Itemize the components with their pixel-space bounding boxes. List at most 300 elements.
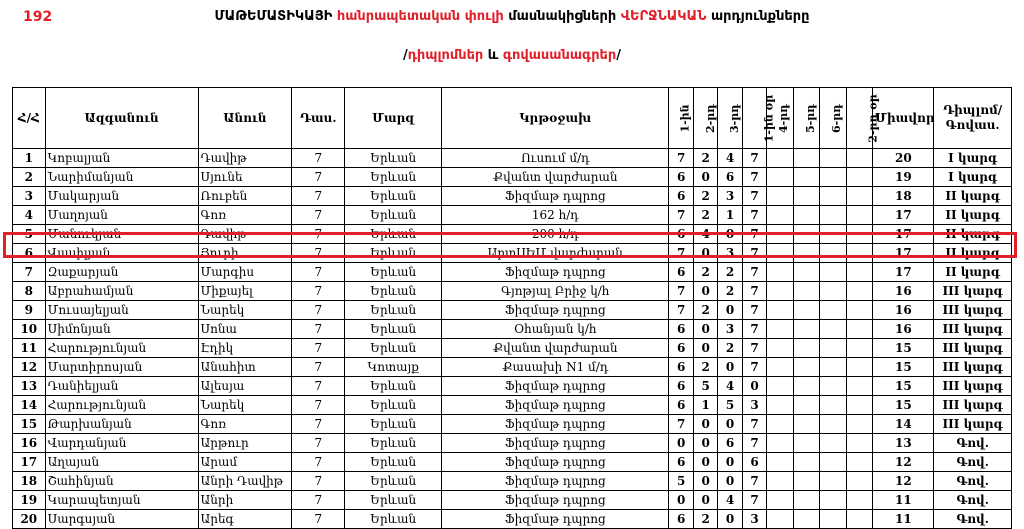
problem-6-score (820, 358, 847, 377)
row-number: 2 (13, 168, 46, 187)
problem-2-score: 5 (693, 377, 717, 396)
name-cell: Էդիկ (198, 339, 292, 358)
points-cell: 12 (873, 472, 934, 491)
day-2-score (846, 301, 873, 320)
surname-cell: Կարապետյան (45, 491, 198, 510)
school-cell: Ֆիզմաթ դպրոց (442, 472, 669, 491)
day-2-score (846, 282, 873, 301)
grade-cell: 7 (292, 472, 345, 491)
table-row (13, 453, 1012, 472)
day-2-score (846, 320, 873, 339)
problem-3-score: 6 (718, 168, 742, 187)
problem-2-score: 1 (693, 396, 717, 415)
day-1-score: 7 (742, 263, 766, 282)
problem-3-score: 0 (718, 472, 742, 491)
problem-5-score (793, 206, 820, 225)
problem-1-score: 7 (669, 244, 693, 263)
header-region: Մարզ (345, 88, 442, 149)
points-cell: 17 (873, 244, 934, 263)
results-table (12, 87, 1012, 529)
subtitle-and: և (483, 48, 503, 63)
problem-6-score (820, 206, 847, 225)
name-cell: Արթուր (198, 434, 292, 453)
points-cell: 14 (873, 415, 934, 434)
problem-6-score (820, 472, 847, 491)
row-number: 11 (13, 339, 46, 358)
name-cell: Գոռ (198, 415, 292, 434)
grade-cell: 7 (292, 320, 345, 339)
problem-1-score: 6 (669, 453, 693, 472)
problem-1-score: 7 (669, 149, 693, 168)
award-cell: III կարգ (934, 396, 1012, 415)
problem-1-score: 6 (669, 396, 693, 415)
problem-1-score: 6 (669, 339, 693, 358)
header-day-2: 2-րդ օր (846, 88, 873, 149)
header-num: Հ/Հ (13, 88, 46, 149)
problem-2-score: 4 (693, 225, 717, 244)
school-cell: 200 հ/դ (442, 225, 669, 244)
points-cell: 17 (873, 263, 934, 282)
surname-cell: Աղայան (45, 453, 198, 472)
day-1-score: 7 (742, 206, 766, 225)
school-cell: Ֆիզմաթ դպրոց (442, 301, 669, 320)
award-cell: II կարգ (934, 206, 1012, 225)
row-number: 17 (13, 453, 46, 472)
name-cell: Նարեկ (198, 301, 292, 320)
header-day-1: 1-ին օր (742, 88, 766, 149)
surname-cell: Մաղոյան (45, 206, 198, 225)
problem-6-score (820, 510, 847, 529)
name-cell: Դավիթ (198, 225, 292, 244)
row-number: 20 (13, 510, 46, 529)
day-1-score: 7 (742, 320, 766, 339)
header-row (13, 88, 1012, 149)
table-row (13, 263, 1012, 282)
grade-cell: 7 (292, 510, 345, 529)
award-cell: II կարգ (934, 263, 1012, 282)
table-row (13, 358, 1012, 377)
title-part-2: հանրապետական փուլի (336, 9, 504, 24)
problem-5-score (793, 472, 820, 491)
problem-4-score (767, 301, 794, 320)
problem-2-score: 2 (693, 301, 717, 320)
region-cell: Երևան (345, 472, 442, 491)
problem-5-score (793, 415, 820, 434)
name-cell: Նարեկ (198, 396, 292, 415)
surname-cell: Սիմոնյան (45, 320, 198, 339)
name-cell: Միքայել (198, 282, 292, 301)
page-number: 192 (23, 9, 53, 25)
surname-cell: Վասիլյան (45, 244, 198, 263)
day-1-score: 7 (742, 225, 766, 244)
region-cell: Երևան (345, 510, 442, 529)
points-cell: 11 (873, 510, 934, 529)
problem-1-score: 6 (669, 187, 693, 206)
problem-5-score (793, 491, 820, 510)
school-cell: 162 հ/դ (442, 206, 669, 225)
day-2-score (846, 434, 873, 453)
problem-6-score (820, 149, 847, 168)
name-cell: Անրի Դավիթ (198, 472, 292, 491)
problem-5-score (793, 358, 820, 377)
name-cell: Յուրի (198, 244, 292, 263)
problem-4-score (767, 282, 794, 301)
problem-4-score (767, 491, 794, 510)
problem-5-score (793, 453, 820, 472)
region-cell: Երևան (345, 320, 442, 339)
table-row (13, 187, 1012, 206)
problem-5-score (793, 301, 820, 320)
region-cell: Երևան (345, 187, 442, 206)
grade-cell: 7 (292, 491, 345, 510)
region-cell: Երևան (345, 282, 442, 301)
problem-2-score: 0 (693, 434, 717, 453)
award-cell: Գով. (934, 510, 1012, 529)
day-1-score: 7 (742, 149, 766, 168)
points-cell: 15 (873, 358, 934, 377)
problem-2-score: 0 (693, 282, 717, 301)
school-cell: Ֆիզմաթ դպրոց (442, 263, 669, 282)
school-cell: Ֆիզմաթ դպրոց (442, 434, 669, 453)
surname-cell: Մարտիրոսյան (45, 358, 198, 377)
award-cell: II կարգ (934, 244, 1012, 263)
school-cell: ԱրտՍԵՄ վարժարան (442, 244, 669, 263)
problem-1-score: 6 (669, 320, 693, 339)
problem-1-score: 5 (669, 472, 693, 491)
problem-4-score (767, 320, 794, 339)
problem-4-score (767, 339, 794, 358)
row-number: 16 (13, 434, 46, 453)
day-2-score (846, 225, 873, 244)
problem-2-score: 0 (693, 244, 717, 263)
grade-cell: 7 (292, 301, 345, 320)
problem-2-score: 2 (693, 358, 717, 377)
region-cell: Երևան (345, 168, 442, 187)
header-problem-3: 3-րդ (718, 88, 742, 149)
day-1-score: 7 (742, 187, 766, 206)
problem-2-score: 2 (693, 510, 717, 529)
grade-cell: 7 (292, 358, 345, 377)
school-cell: Ֆիզմաթ դպրոց (442, 377, 669, 396)
region-cell: Երևան (345, 453, 442, 472)
day-1-score: 3 (742, 510, 766, 529)
header-problem-4: 4-րդ (767, 88, 794, 149)
name-cell: Դավիթ (198, 149, 292, 168)
problem-5-score (793, 225, 820, 244)
day-1-score: 7 (742, 358, 766, 377)
problem-6-score (820, 453, 847, 472)
points-cell: 19 (873, 168, 934, 187)
table-row (13, 206, 1012, 225)
surname-cell: Կոբալյան (45, 149, 198, 168)
grade-cell: 7 (292, 453, 345, 472)
problem-1-score: 6 (669, 225, 693, 244)
problem-6-score (820, 301, 847, 320)
problem-6-score (820, 491, 847, 510)
problem-2-score: 0 (693, 453, 717, 472)
problem-3-score: 2 (718, 263, 742, 282)
row-number: 18 (13, 472, 46, 491)
school-cell: Ֆիզմաթ դպրոց (442, 187, 669, 206)
grade-cell: 7 (292, 168, 345, 187)
problem-1-score: 6 (669, 358, 693, 377)
problem-3-score: 0 (718, 453, 742, 472)
problem-1-score: 0 (669, 491, 693, 510)
day-1-score: 7 (742, 472, 766, 491)
region-cell: Երևան (345, 301, 442, 320)
header-problem-5: 5-րդ (793, 88, 820, 149)
problem-6-score (820, 244, 847, 263)
day-2-score (846, 491, 873, 510)
points-cell: 18 (873, 187, 934, 206)
points-cell: 15 (873, 377, 934, 396)
table-row (13, 377, 1012, 396)
row-number: 13 (13, 377, 46, 396)
name-cell: Սոնա (198, 320, 292, 339)
award-cell: II կարգ (934, 187, 1012, 206)
problem-1-score: 6 (669, 377, 693, 396)
award-cell: I կարգ (934, 149, 1012, 168)
problem-4-score (767, 358, 794, 377)
problem-4-score (767, 472, 794, 491)
problem-6-score (820, 263, 847, 282)
header-problem-2: 2-րդ (693, 88, 717, 149)
region-cell: Երևան (345, 149, 442, 168)
problem-4-score (767, 187, 794, 206)
header-problem-6: 6-րդ (820, 88, 847, 149)
name-cell: Սյունե (198, 168, 292, 187)
school-cell: Օհանյան կ/հ (442, 320, 669, 339)
problem-5-score (793, 510, 820, 529)
problem-1-score: 7 (669, 206, 693, 225)
table-row (13, 149, 1012, 168)
region-cell: Երևան (345, 263, 442, 282)
table-row (13, 225, 1012, 244)
problem-4-score (767, 225, 794, 244)
problem-6-score (820, 434, 847, 453)
problem-2-score: 2 (693, 187, 717, 206)
problem-1-score: 6 (669, 263, 693, 282)
region-cell: Երևան (345, 225, 442, 244)
problem-5-score (793, 187, 820, 206)
grade-cell: 7 (292, 339, 345, 358)
row-number: 10 (13, 320, 46, 339)
table-row (13, 339, 1012, 358)
award-cell: III կարգ (934, 415, 1012, 434)
surname-cell: Աբրահամյան (45, 282, 198, 301)
region-cell: Երևան (345, 491, 442, 510)
award-cell: III կարգ (934, 377, 1012, 396)
problem-1-score: 7 (669, 301, 693, 320)
day-1-score: 0 (742, 377, 766, 396)
grade-cell: 7 (292, 434, 345, 453)
problem-4-score (767, 415, 794, 434)
problem-2-score: 2 (693, 206, 717, 225)
day-1-score: 7 (742, 301, 766, 320)
school-cell: Ֆիզմաթ դպրոց (442, 491, 669, 510)
problem-4-score (767, 149, 794, 168)
day-1-score: 7 (742, 282, 766, 301)
award-cell: III կարգ (934, 339, 1012, 358)
points-cell: 16 (873, 282, 934, 301)
region-cell: Կոտայք (345, 358, 442, 377)
problem-3-score: 0 (718, 510, 742, 529)
region-cell: Երևան (345, 244, 442, 263)
points-cell: 15 (873, 396, 934, 415)
problem-5-score (793, 396, 820, 415)
day-1-score: 7 (742, 339, 766, 358)
day-2-score (846, 358, 873, 377)
row-number: 7 (13, 263, 46, 282)
header-points: Միավոր (873, 88, 934, 149)
points-cell: 12 (873, 453, 934, 472)
problem-3-score: 3 (718, 187, 742, 206)
problem-5-score (793, 149, 820, 168)
surname-cell: Շահինյան (45, 472, 198, 491)
row-number: 1 (13, 149, 46, 168)
problem-4-score (767, 434, 794, 453)
name-cell: Ռուբեն (198, 187, 292, 206)
day-1-score: 3 (742, 396, 766, 415)
day-2-score (846, 472, 873, 491)
header-problem-1: 1-ին (669, 88, 693, 149)
award-cell: II կարգ (934, 225, 1012, 244)
problem-3-score: 0 (718, 358, 742, 377)
problem-4-score (767, 377, 794, 396)
surname-cell: Մանուկյան (45, 225, 198, 244)
day-1-score: 6 (742, 453, 766, 472)
day-2-score (846, 510, 873, 529)
grade-cell: 7 (292, 377, 345, 396)
title-part-1: ՄԱԹԵՄԱՏԻԿԱՅԻ (214, 9, 333, 24)
problem-3-score: 6 (718, 434, 742, 453)
school-cell: Ֆիզմաթ դպրոց (442, 415, 669, 434)
school-cell: Քվանտ վարժարան (442, 168, 669, 187)
day-2-score (846, 339, 873, 358)
day-1-score: 7 (742, 491, 766, 510)
problem-1-score: 0 (669, 434, 693, 453)
points-cell: 11 (873, 491, 934, 510)
day-2-score (846, 149, 873, 168)
grade-cell: 7 (292, 187, 345, 206)
school-cell: Ֆիզմաթ դպրոց (442, 453, 669, 472)
row-number: 3 (13, 187, 46, 206)
table-row (13, 396, 1012, 415)
region-cell: Երևան (345, 434, 442, 453)
problem-3-score: 4 (718, 491, 742, 510)
points-cell: 17 (873, 225, 934, 244)
problem-4-score (767, 510, 794, 529)
row-number: 19 (13, 491, 46, 510)
points-cell: 16 (873, 320, 934, 339)
table-row (13, 510, 1012, 529)
surname-cell: Զաքարյան (45, 263, 198, 282)
award-cell: I կարգ (934, 168, 1012, 187)
name-cell: Արեգ (198, 510, 292, 529)
problem-1-score: 6 (669, 510, 693, 529)
day-2-score (846, 187, 873, 206)
region-cell: Երևան (345, 206, 442, 225)
row-number: 6 (13, 244, 46, 263)
problem-3-score: 3 (718, 320, 742, 339)
day-2-score (846, 244, 873, 263)
problem-4-score (767, 168, 794, 187)
award-cell: III կարգ (934, 301, 1012, 320)
surname-cell: Նարիմանյան (45, 168, 198, 187)
problem-1-score: 6 (669, 168, 693, 187)
problem-3-score: 3 (718, 244, 742, 263)
day-2-score (846, 396, 873, 415)
page-subtitle (0, 48, 1024, 63)
problem-1-score: 7 (669, 282, 693, 301)
results-body (13, 149, 1012, 529)
problem-6-score (820, 339, 847, 358)
problem-5-score (793, 168, 820, 187)
problem-6-score (820, 415, 847, 434)
problem-4-score (767, 244, 794, 263)
problem-5-score (793, 282, 820, 301)
problem-2-score: 0 (693, 415, 717, 434)
table-row (13, 301, 1012, 320)
grade-cell: 7 (292, 282, 345, 301)
surname-cell: Թարխանյան (45, 415, 198, 434)
problem-2-score: 0 (693, 491, 717, 510)
grade-cell: 7 (292, 225, 345, 244)
day-2-score (846, 377, 873, 396)
problem-5-score (793, 434, 820, 453)
subtitle-slash-close: / (616, 48, 621, 63)
problem-1-score: 7 (669, 415, 693, 434)
table-row (13, 415, 1012, 434)
problem-5-score (793, 377, 820, 396)
problem-4-score (767, 206, 794, 225)
surname-cell: Հարությունյան (45, 396, 198, 415)
day-2-score (846, 206, 873, 225)
award-cell: III կարգ (934, 358, 1012, 377)
header-surname: Ազգանուն (45, 88, 198, 149)
award-cell: III կարգ (934, 282, 1012, 301)
points-cell: 15 (873, 339, 934, 358)
header-grade: Դաս. (292, 88, 345, 149)
name-cell: Գոռ (198, 206, 292, 225)
problem-3-score: 0 (718, 301, 742, 320)
problem-3-score: 4 (718, 377, 742, 396)
award-cell: Գով. (934, 491, 1012, 510)
row-number: 9 (13, 301, 46, 320)
grade-cell: 7 (292, 415, 345, 434)
problem-5-score (793, 244, 820, 263)
row-number: 8 (13, 282, 46, 301)
problem-2-score: 0 (693, 339, 717, 358)
problem-6-score (820, 225, 847, 244)
problem-3-score: 1 (718, 206, 742, 225)
day-2-score (846, 263, 873, 282)
problem-3-score: 0 (718, 415, 742, 434)
row-number: 14 (13, 396, 46, 415)
school-cell: Քասախի N1 մ/դ (442, 358, 669, 377)
header-award: Դիպլոմ/ Գովաս. (934, 88, 1012, 149)
award-cell: III կարգ (934, 320, 1012, 339)
row-number: 4 (13, 206, 46, 225)
surname-cell: Մակարյան (45, 187, 198, 206)
surname-cell: Վարդանյան (45, 434, 198, 453)
header-name: Անուն (198, 88, 292, 149)
day-2-score (846, 453, 873, 472)
problem-3-score: 4 (718, 149, 742, 168)
grade-cell: 7 (292, 396, 345, 415)
grade-cell: 7 (292, 206, 345, 225)
region-cell: Երևան (345, 339, 442, 358)
